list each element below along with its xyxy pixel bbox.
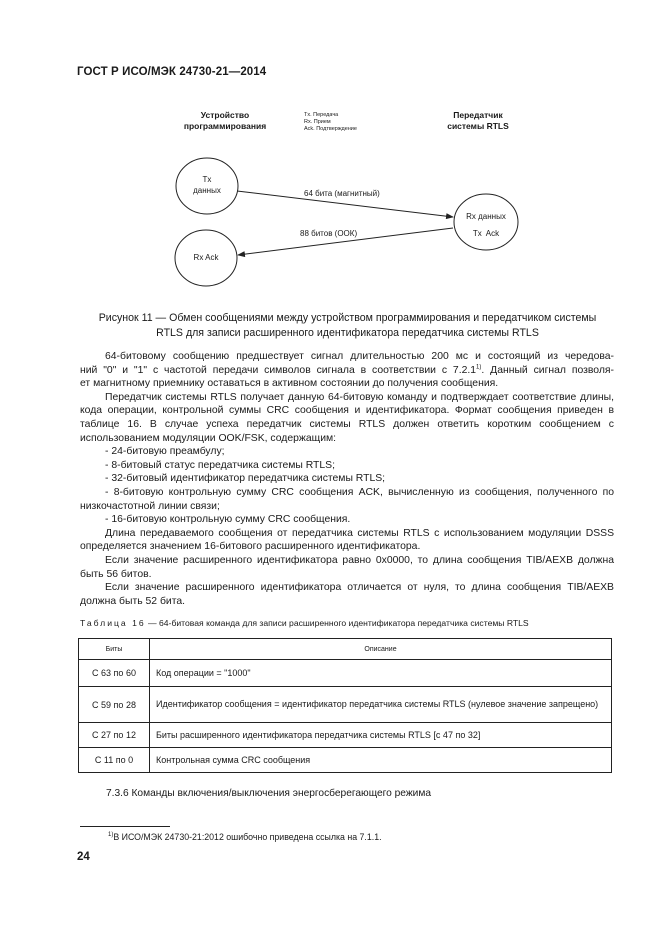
list-item: - 16-битовую контрольную сумму CRC сообщения. xyxy=(105,514,351,526)
message-exchange-diagram xyxy=(0,0,661,300)
diagram-legend: Tx. Передача Rx. Прием Ack. Подтверждение xyxy=(304,112,357,132)
paragraph: Передатчик системы RTLS получает данную 64-битовую команду и подтверждает соответствие длины, кода операции, контрольной суммы CRC сообщения и идентификатора. Формат сообщения приведен в таблице 16. В случае успеха передатчик системы RTLS должен ответить коротким сообщением с использованием модуляции OOK/FSK, содержащим: xyxy=(80,391,614,444)
table-header-description: Описание xyxy=(150,639,612,660)
arrow-top-label: 64 бита (магнитный) xyxy=(304,189,380,198)
table-row: С 27 по 12 Биты расширенного идентификатора передатчика системы RTLS [с 47 по 32] xyxy=(79,723,612,748)
arrow-bottom-label: 88 битов (ООК) xyxy=(300,229,358,238)
list-item: - 8-битовую контрольную сумму CRC сообщения ACK, вычисленную из сообщения, полученного по низкочастотной линии связи; xyxy=(80,486,614,512)
table-header-row xyxy=(79,639,612,660)
page-number: 24 xyxy=(77,851,90,863)
node-tx-label: Tx данных xyxy=(193,175,221,195)
paragraph: Если значение расширенного идентификатора равно 0x0000, то длина сообщения TIB/AEXB должна быть 56 битов. xyxy=(80,554,614,580)
table-row: С 63 по 60 Код операции = "1000" xyxy=(79,660,612,687)
section-heading: 7.3.6 Команды включения/выключения энергосберегающего режима xyxy=(106,788,432,799)
list-item: - 32-битовый идентификатор передатчика системы RTLS; xyxy=(105,473,386,485)
paragraph-line: 64-битовому сообщению предшествует сигнал длительностью 200 мс и состоящий из чередова- xyxy=(105,351,614,362)
table-16 xyxy=(78,638,612,773)
diagram-right-title: Передатчик системы RTLS xyxy=(447,110,509,131)
list-item: - 8-битовый статус передатчика системы RTLS; xyxy=(105,459,336,471)
table-row: С 11 по 0 Контрольная сумма CRC сообщения xyxy=(79,748,612,773)
paragraph: Длина передаваемого сообщения от передатчика системы RTLS с использованием модуляции DSSS определяется значением 16-битового расширенного идентификатора. xyxy=(80,527,614,553)
table-row: С 59 по 28 Идентификатор сообщения = идентификатор передатчика системы RTLS (нулевое значение запрещено) xyxy=(79,687,612,723)
list-item: - 24-битовую преамбулу; xyxy=(105,446,225,458)
document-header: ГОСТ Р ИСО/МЭК 24730-21—2014 xyxy=(77,66,267,78)
paragraph-line: ний "0" и "1" с частотой передачи символов сигнала в соответствии с 7.2.1$^{1)}$. Данный сигнал позволя- xyxy=(80,364,614,376)
node-rx-ack-label: Rx Ack xyxy=(193,253,219,262)
footnote-ref: 1) xyxy=(476,364,482,371)
table-header-bits: Биты xyxy=(79,639,150,660)
node-right-label: Rx данных Tx Ack xyxy=(466,212,506,238)
footnote-divider xyxy=(80,826,170,827)
diagram-left-title: Устройство программирования xyxy=(183,110,267,131)
paragraph-line: ет магнитному приемнику оставаться в активном состоянии до получения сообщения. xyxy=(80,378,499,390)
footnote: $^{1)}$В ИСО/МЭК 24730-21:2012 ошибочно приведена ссылка на 7.1.1. xyxy=(108,832,382,842)
figure-caption: Рисунок 11 — Обмен сообщениями между устройством программирования и передатчиком системы RTLS для записи расширенного идентификатора передатчика системы RTLS xyxy=(98,312,597,339)
body-text xyxy=(80,350,614,608)
paragraph: Если значение расширенного идентификатора отличается от нуля, то длина сообщения TIB/AEXB должна быть 52 бита. xyxy=(80,582,614,607)
table-title: Таблица 16 — 64-битовая команда для записи расширенного идентификатора передатчика системы RTLS xyxy=(80,618,529,628)
